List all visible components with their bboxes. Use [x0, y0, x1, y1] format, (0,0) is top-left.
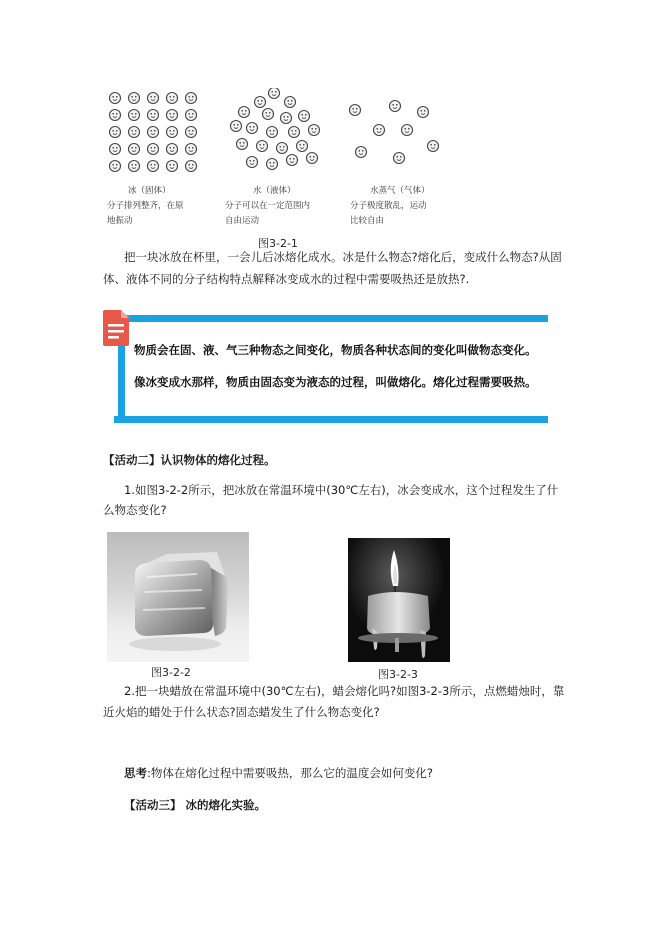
water-panel-desc-2: 自由运动	[225, 216, 260, 226]
molecule-icon	[269, 88, 280, 99]
steam-molecule-diagram	[343, 88, 453, 183]
activity2-q1-line-2: 么物态变化?	[103, 503, 167, 517]
molecule-icon	[129, 93, 140, 104]
key-concept-line-1: 物质会在固、液、气三种物态之间变化，物质各种状态间的变化叫做物态变化。	[134, 343, 537, 357]
figure-caption-3-2-1: 图3-2-1	[258, 237, 298, 250]
molecule-icon	[186, 110, 197, 121]
molecule-icon	[167, 93, 178, 104]
molecule-icon	[402, 125, 413, 136]
molecule-icon	[167, 110, 178, 121]
molecule-icon	[394, 153, 405, 164]
water-panel-title: 水（液体）	[253, 186, 296, 196]
molecule-icon	[167, 127, 178, 138]
molecule-icon	[257, 141, 268, 152]
key-concept-box	[114, 315, 548, 423]
molecule-icon	[186, 161, 197, 172]
think-text: :物体在熔化过程中需要吸热，那么它的温度会如何变化?	[147, 766, 433, 780]
molecule-icon	[418, 107, 429, 118]
molecule-icon	[129, 110, 140, 121]
molecule-icon	[255, 97, 266, 108]
molecule-icon	[110, 144, 121, 155]
molecule-icon	[267, 127, 278, 138]
key-concept-line-2: 像冰变成水那样，物质由固态变为液态的过程，叫做熔化。熔化过程需要吸热。	[134, 375, 537, 389]
activity2-heading: 【活动二】认识物体的熔化过程。	[103, 453, 276, 467]
ice-panel-title: 冰（固体）	[128, 186, 171, 196]
think-label: 思考	[124, 766, 147, 780]
ice-panel-desc-2: 地振动	[107, 216, 133, 226]
steam-panel-desc-2: 比较自由	[350, 216, 385, 226]
molecule-icon	[356, 147, 367, 158]
molecule-icon	[239, 107, 250, 118]
molecule-icon	[390, 101, 401, 112]
water-molecule-diagram	[222, 88, 332, 183]
steam-panel-title: 水蒸气（气体）	[370, 186, 430, 196]
molecule-icon	[148, 127, 159, 138]
molecule-icon	[186, 144, 197, 155]
ice-molecule-diagram	[103, 88, 213, 183]
molecule-icon	[297, 141, 308, 152]
water-panel-desc-1: 分子可以在一定范围内	[225, 201, 311, 211]
intro-line-2: 体、液体不同的分子结构特点解释冰变成水的过程中需要吸热还是放热?.	[103, 272, 470, 286]
molecule-icon	[148, 161, 159, 172]
molecule-icon	[281, 113, 292, 124]
molecule-icon	[110, 161, 121, 172]
molecule-icon	[186, 127, 197, 138]
molecule-icon	[309, 125, 320, 136]
figure-caption-3-2-2: 图3-2-2	[151, 666, 191, 679]
molecule-icon	[110, 110, 121, 121]
molecule-icon	[186, 93, 197, 104]
activity2-q1-line-1: 1.如图3-2-2所示，把冰放在常温环境中(30℃左右)，冰会变成水，这个过程发生了什	[124, 483, 559, 497]
molecule-icon	[129, 144, 140, 155]
molecule-icon	[285, 97, 296, 108]
candle-photo	[348, 538, 450, 662]
activity2-q2-line-1: 2.把一块蜡放在常温环境中(30℃左右)，蜡会熔化吗?如图3-2-3所示，点燃蜡烛时，靠	[124, 684, 565, 698]
steam-panel-desc-1: 分子极度散乱，运动	[350, 201, 427, 211]
molecule-icon	[289, 127, 300, 138]
document-icon	[103, 310, 129, 346]
molecule-icon	[148, 144, 159, 155]
molecule-icon	[110, 93, 121, 104]
molecule-icon	[307, 153, 318, 164]
molecule-icon	[247, 123, 258, 134]
molecule-icon	[263, 109, 274, 120]
molecule-icon	[350, 105, 361, 116]
ice-cube-photo	[107, 532, 249, 662]
molecule-icon	[148, 93, 159, 104]
intro-line-1: 把一块冰放在杯里，一会儿后冰熔化成水。冰是什么物态?熔化后，变成什么物态?从固	[124, 250, 562, 264]
think-paragraph	[124, 764, 433, 782]
figure-caption-3-2-3: 图3-2-3	[378, 668, 418, 681]
ice-panel-desc-1: 分子排列整齐，在原	[107, 201, 184, 211]
molecule-icon	[237, 139, 248, 150]
molecule-icon	[247, 157, 258, 168]
molecule-icon	[267, 159, 278, 170]
molecule-icon	[110, 127, 121, 138]
box-bottom-bar	[114, 416, 548, 423]
molecule-icon	[148, 110, 159, 121]
molecule-icon	[129, 127, 140, 138]
molecule-icon	[287, 155, 298, 166]
molecule-icon	[428, 141, 439, 152]
molecule-icon	[167, 144, 178, 155]
molecule-icon	[167, 161, 178, 172]
activity3-heading: 【活动三】 冰的熔化实验。	[124, 798, 267, 812]
molecule-icon	[231, 121, 242, 132]
molecule-icon	[129, 161, 140, 172]
molecule-icon	[277, 143, 288, 154]
box-top-bar	[118, 315, 548, 322]
molecule-icon	[299, 111, 310, 122]
activity2-q2-line-2: 近火焰的蜡处于什么状态?固态蜡发生了什么物态变化?	[103, 705, 380, 719]
molecule-icon	[374, 125, 385, 136]
